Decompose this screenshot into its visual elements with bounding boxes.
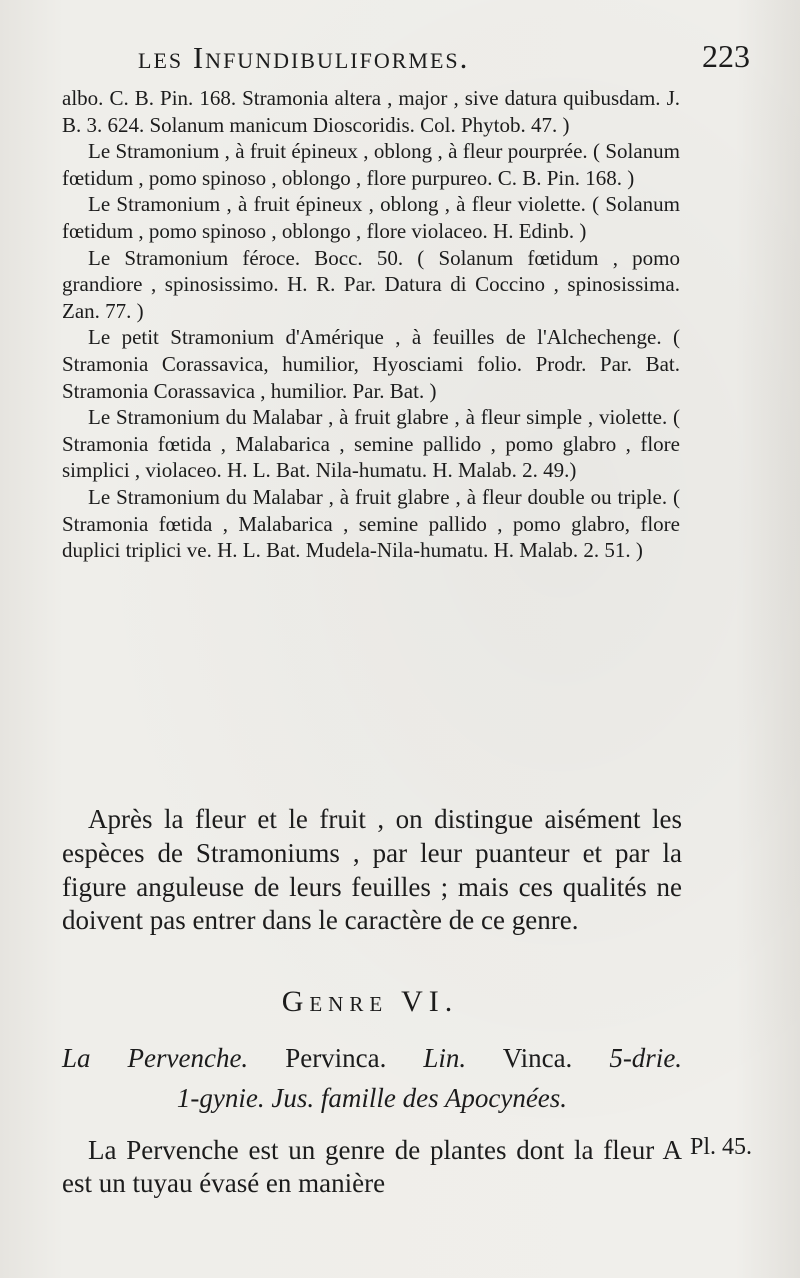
species-entry: Le petit Stramonium d'Amérique , à feuilles de l'Alchechenge. ( Stramonia Corassavica, humilior, Hyosciami folio. Prodr. Par. Bat. Stramonia Corassavica , humilior. Par. Bat. ) <box>62 325 680 403</box>
genre-order: 1-gynie. Jus. famille des Apocynées. <box>176 1083 568 1113</box>
genre-desc-line-1 <box>62 1038 682 1078</box>
species-entry: Le Stramonium du Malabar , à fruit glabre , à fleur double ou triple. ( Stramonia fœtida , Malabarica , semine pallido , pomo glabro, flore duplici triplici ve. H. L. Bat. Mudela-Nila-humatu. H. Malab. 2. 51. ) <box>62 484 680 563</box>
page-header <box>138 40 750 84</box>
genre-vinca: Vinca. <box>502 1043 573 1073</box>
species-entry: Le Stramonium du Malabar , à fruit glabre , à fleur simple , violette. ( Stramonia fœtida , Malabarica , semine pallido , pomo glabro , flore simplici , violaceo. H. L. Bat. Nila-humatu. H. Malab. 2. 49.) <box>62 405 680 483</box>
page-number: 223 <box>702 38 750 74</box>
final-paragraph: La Pervenche est un genre de plantes dont la fleur A est un tuyau évasé en manière <box>62 1135 682 1198</box>
genre-lin: Lin. <box>423 1043 467 1073</box>
species-entry: Le Stramonium féroce. Bocc. 50. ( Solanum fœtidum , pomo grandiore , spinosissimo. H. R. Par. Datura di Coccino , spinosissima. Zan. 77. ) <box>62 245 680 323</box>
main-paragraph: Après la fleur et le fruit , on distingue aisément les espèces de Stramoniums , par leur puanteur et par la figure anguleuse de leurs feuilles ; mais ces qualités ne doivent pas entrer dans le caractère de ce genre. <box>62 804 682 936</box>
genre-class: 5-drie. <box>609 1043 683 1073</box>
plate-reference: Pl. 45. <box>690 1134 753 1160</box>
species-entry: Le Stramonium , à fruit épineux , oblong , à fleur pourprée. ( Solanum fœtidum , pomo spinoso , oblongo , flore purpureo. C. B. Pin. 168. ) <box>62 139 680 190</box>
genre-heading: Genre VI. <box>281 985 459 1018</box>
species-entry: albo. C. B. Pin. 168. Stramonia altera , major , sive datura quibusdam. J. B. 3. 624. Solanum manicum Dioscoridis. Col. Phytob. 47. ) <box>62 86 680 137</box>
running-title: les Infundibuliformes. <box>138 40 470 75</box>
genre-description <box>62 1038 682 1118</box>
species-list <box>62 85 680 564</box>
species-entry: Le Stramonium , à fruit épineux , oblong , à fleur violette. ( Solanum fœtidum , pomo spinoso , oblongo , flore violaceo. H. Edinb. ) <box>62 192 680 243</box>
genre-name-lat: Pervinca. <box>285 1043 387 1073</box>
genre-name-fr: La Pervenche. <box>62 1043 249 1073</box>
